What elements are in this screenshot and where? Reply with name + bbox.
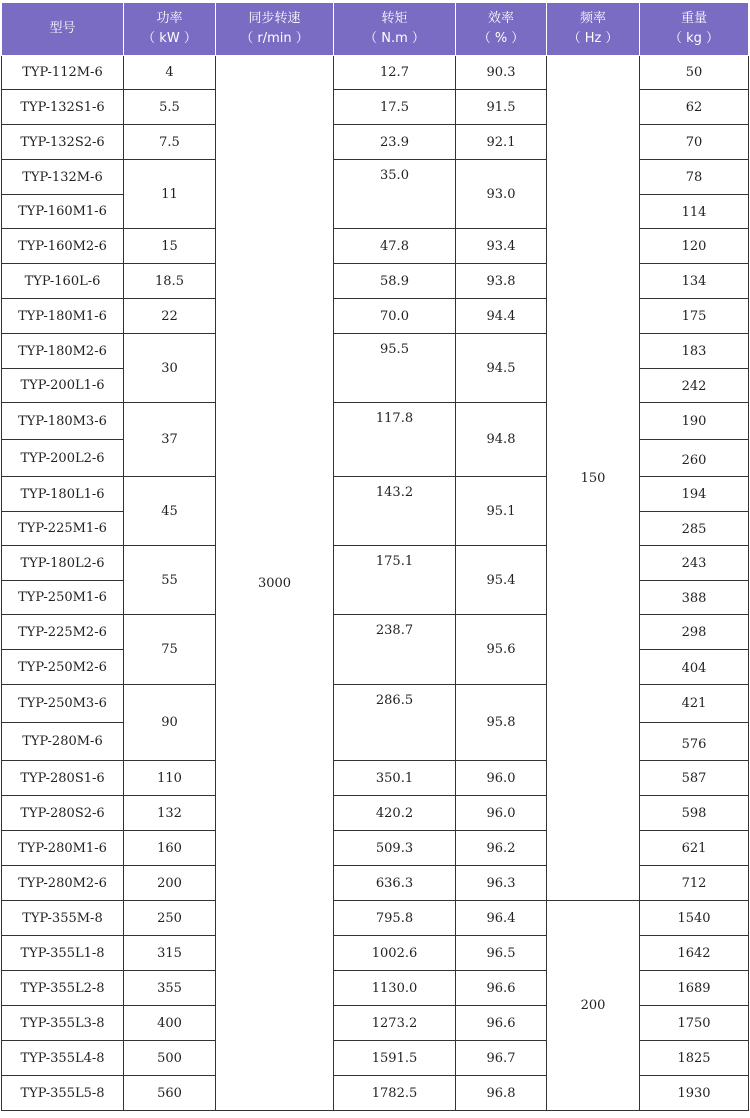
header-frequency: 频率 （ Hz ） (547, 3, 640, 56)
power-cell: 7.5 (124, 125, 216, 160)
model-cell: TYP-280S2-6 (2, 796, 124, 831)
power-cell: 30 (124, 334, 216, 403)
efficiency-cell: 96.3 (456, 866, 547, 901)
weight-cell: 1750 (640, 1006, 749, 1041)
torque-cell: 238.7 (334, 615, 456, 685)
weight-cell: 190 (640, 403, 749, 440)
model-cell: TYP-355L1-8 (2, 936, 124, 971)
efficiency-cell: 93.0 (456, 160, 547, 229)
model-cell: TYP-132M-6 (2, 160, 124, 195)
power-cell: 500 (124, 1041, 216, 1076)
weight-cell: 298 (640, 615, 749, 650)
header-model: 型号 (2, 3, 124, 56)
power-cell: 11 (124, 160, 216, 229)
efficiency-cell: 96.2 (456, 831, 547, 866)
efficiency-cell: 96.6 (456, 971, 547, 1006)
power-cell: 315 (124, 936, 216, 971)
motor-spec-table (1, 2, 749, 1111)
torque-cell: 35.0 (334, 160, 456, 229)
weight-cell: 260 (640, 440, 749, 477)
weight-cell: 285 (640, 512, 749, 546)
model-cell: TYP-180M1-6 (2, 299, 124, 334)
weight-cell: 1689 (640, 971, 749, 1006)
model-cell: TYP-355L5-8 (2, 1076, 124, 1111)
header-efficiency: 效率 （ % ） (456, 3, 547, 56)
model-cell: TYP-355L3-8 (2, 1006, 124, 1041)
efficiency-cell: 96.5 (456, 936, 547, 971)
efficiency-cell: 95.8 (456, 685, 547, 761)
header-torque: 转矩 （ N.m ） (334, 3, 456, 56)
torque-cell: 12.7 (334, 56, 456, 90)
weight-cell: 587 (640, 761, 749, 796)
torque-cell: 1782.5 (334, 1076, 456, 1111)
efficiency-cell: 93.8 (456, 264, 547, 299)
efficiency-cell: 91.5 (456, 90, 547, 125)
power-cell: 400 (124, 1006, 216, 1041)
efficiency-cell: 96.0 (456, 761, 547, 796)
weight-cell: 421 (640, 685, 749, 723)
model-cell: TYP-180L2-6 (2, 546, 124, 581)
torque-cell: 1130.0 (334, 971, 456, 1006)
weight-cell: 576 (640, 723, 749, 761)
model-cell: TYP-355M-8 (2, 901, 124, 936)
torque-cell: 23.9 (334, 125, 456, 160)
power-cell: 560 (124, 1076, 216, 1111)
table-header-row (2, 3, 749, 56)
model-cell: TYP-132S1-6 (2, 90, 124, 125)
efficiency-cell: 94.4 (456, 299, 547, 334)
weight-cell: 598 (640, 796, 749, 831)
header-speed: 同步转速 （ r/min ） (216, 3, 334, 56)
power-cell: 90 (124, 685, 216, 761)
torque-cell: 70.0 (334, 299, 456, 334)
torque-cell: 58.9 (334, 264, 456, 299)
power-cell: 37 (124, 403, 216, 477)
weight-cell: 1930 (640, 1076, 749, 1111)
model-cell: TYP-132S2-6 (2, 125, 124, 160)
model-cell: TYP-112M-6 (2, 56, 124, 90)
weight-cell: 243 (640, 546, 749, 581)
efficiency-cell: 95.1 (456, 477, 547, 546)
torque-cell: 795.8 (334, 901, 456, 936)
power-cell: 15 (124, 229, 216, 264)
efficiency-cell: 95.4 (456, 546, 547, 615)
power-cell: 45 (124, 477, 216, 546)
table-row (2, 56, 749, 90)
model-cell: TYP-355L2-8 (2, 971, 124, 1006)
power-cell: 160 (124, 831, 216, 866)
model-cell: TYP-280M1-6 (2, 831, 124, 866)
efficiency-cell: 94.5 (456, 334, 547, 403)
torque-cell: 117.8 (334, 403, 456, 477)
efficiency-cell: 92.1 (456, 125, 547, 160)
frequency-cell: 150 (547, 56, 640, 901)
torque-cell: 509.3 (334, 831, 456, 866)
power-cell: 5.5 (124, 90, 216, 125)
model-cell: TYP-180M3-6 (2, 403, 124, 440)
weight-cell: 78 (640, 160, 749, 195)
model-cell: TYP-200L2-6 (2, 440, 124, 477)
torque-cell: 175.1 (334, 546, 456, 615)
speed-cell: 3000 (216, 56, 334, 1111)
model-cell: TYP-250M2-6 (2, 650, 124, 685)
model-cell: TYP-180L1-6 (2, 477, 124, 512)
weight-cell: 621 (640, 831, 749, 866)
weight-cell: 183 (640, 334, 749, 369)
power-cell: 22 (124, 299, 216, 334)
model-cell: TYP-355L4-8 (2, 1041, 124, 1076)
efficiency-cell: 93.4 (456, 229, 547, 264)
weight-cell: 1540 (640, 901, 749, 936)
torque-cell: 420.2 (334, 796, 456, 831)
power-cell: 55 (124, 546, 216, 615)
torque-cell: 1273.2 (334, 1006, 456, 1041)
efficiency-cell: 96.4 (456, 901, 547, 936)
power-cell: 132 (124, 796, 216, 831)
efficiency-cell: 94.8 (456, 403, 547, 477)
weight-cell: 70 (640, 125, 749, 160)
power-cell: 75 (124, 615, 216, 685)
model-cell: TYP-280S1-6 (2, 761, 124, 796)
weight-cell: 388 (640, 581, 749, 615)
torque-cell: 17.5 (334, 90, 456, 125)
weight-cell: 404 (640, 650, 749, 685)
weight-cell: 712 (640, 866, 749, 901)
power-cell: 250 (124, 901, 216, 936)
model-cell: TYP-280M-6 (2, 723, 124, 761)
model-cell: TYP-280M2-6 (2, 866, 124, 901)
torque-cell: 286.5 (334, 685, 456, 761)
model-cell: TYP-160M2-6 (2, 229, 124, 264)
weight-cell: 175 (640, 299, 749, 334)
efficiency-cell: 95.6 (456, 615, 547, 685)
power-cell: 355 (124, 971, 216, 1006)
model-cell: TYP-180M2-6 (2, 334, 124, 369)
efficiency-cell: 96.7 (456, 1041, 547, 1076)
frequency-cell: 200 (547, 901, 640, 1111)
power-cell: 18.5 (124, 264, 216, 299)
torque-cell: 1591.5 (334, 1041, 456, 1076)
efficiency-cell: 96.8 (456, 1076, 547, 1111)
weight-cell: 1825 (640, 1041, 749, 1076)
torque-cell: 47.8 (334, 229, 456, 264)
table-row (2, 901, 749, 936)
model-cell: TYP-250M1-6 (2, 581, 124, 615)
weight-cell: 242 (640, 369, 749, 403)
torque-cell: 350.1 (334, 761, 456, 796)
efficiency-cell: 96.0 (456, 796, 547, 831)
efficiency-cell: 96.6 (456, 1006, 547, 1041)
weight-cell: 120 (640, 229, 749, 264)
efficiency-cell: 90.3 (456, 56, 547, 90)
torque-cell: 95.5 (334, 334, 456, 403)
model-cell: TYP-160M1-6 (2, 195, 124, 229)
power-cell: 4 (124, 56, 216, 90)
weight-cell: 134 (640, 264, 749, 299)
weight-cell: 194 (640, 477, 749, 512)
power-cell: 110 (124, 761, 216, 796)
weight-cell: 62 (640, 90, 749, 125)
torque-cell: 636.3 (334, 866, 456, 901)
weight-cell: 1642 (640, 936, 749, 971)
model-cell: TYP-160L-6 (2, 264, 124, 299)
power-cell: 200 (124, 866, 216, 901)
weight-cell: 114 (640, 195, 749, 229)
torque-cell: 1002.6 (334, 936, 456, 971)
header-power: 功率 （ kW ） (124, 3, 216, 56)
header-weight: 重量 （ kg ） (640, 3, 749, 56)
torque-cell: 143.2 (334, 477, 456, 546)
model-cell: TYP-225M2-6 (2, 615, 124, 650)
model-cell: TYP-225M1-6 (2, 512, 124, 546)
weight-cell: 50 (640, 56, 749, 90)
model-cell: TYP-200L1-6 (2, 369, 124, 403)
model-cell: TYP-250M3-6 (2, 685, 124, 723)
